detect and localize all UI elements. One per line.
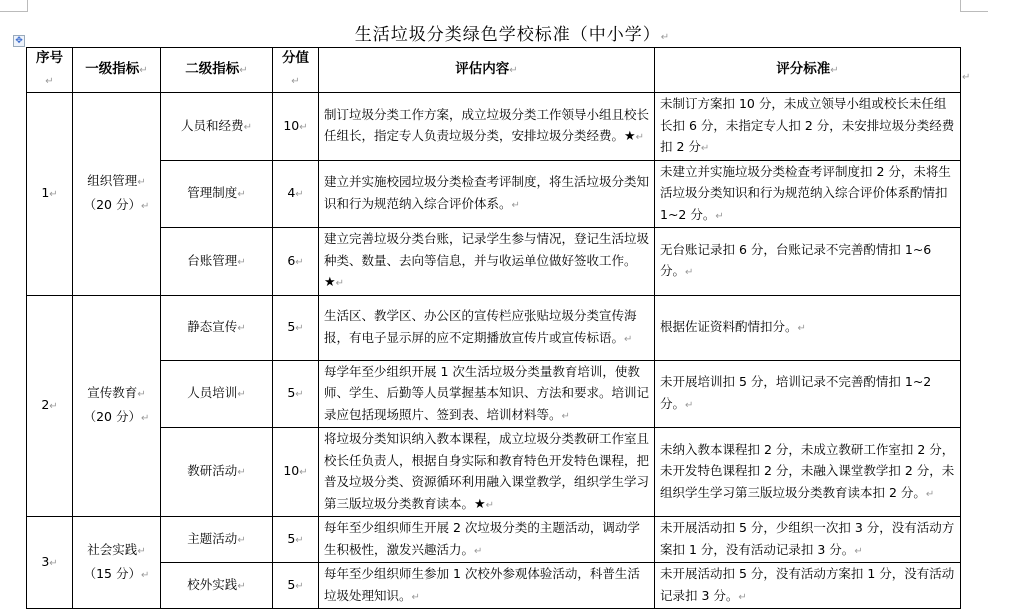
evaluation-content	[319, 295, 655, 360]
scoring-criteria	[655, 160, 961, 228]
row-number	[27, 295, 73, 517]
criteria-text: 未制订方案扣 10 分，未成立领导小组或校长未任组长扣 6 分，未指定专人扣 2 分，未安排垃圾分类经费扣 2 分 ↵	[660, 96, 954, 154]
scoring-criteria	[655, 517, 961, 563]
scoring-criteria	[655, 563, 961, 609]
content-text: 每年至少组织师生参加 1 次校外参观体验活动，科普生活垃圾处理知识。	[324, 566, 640, 603]
criteria-text: 未开展培训扣 5 分，培训记录不完善酌情扣 1~2 分。 ↵	[660, 374, 931, 411]
level2-indicator	[161, 295, 273, 360]
score-value	[273, 295, 319, 360]
level2-indicator	[161, 563, 273, 609]
row-number	[27, 93, 73, 296]
table-row	[27, 160, 961, 228]
paragraph-mark-icon	[562, 407, 570, 422]
level1-score: （20 分） ↵	[78, 194, 155, 218]
criteria-text: 根据佐证资料酌情扣分。 ↵	[660, 319, 806, 334]
level1-indicator	[73, 93, 161, 296]
row-number-text: 3 ↵	[41, 554, 57, 569]
score-text: 5 ↵	[287, 577, 303, 592]
header-content: 评估内容 ↵	[319, 48, 655, 93]
content-text: 将垃圾分类知识纳入教本课程，成立垃圾分类教研工作室且校长任负责人，根据自身实际和教育特色开发特色课程，把普及垃圾分类、资源循环利用融入课堂教学，组织学生学习第三版垃圾分类教育读本。	[324, 431, 650, 511]
paragraph-mark-icon	[512, 196, 520, 211]
level2-text: 台账管理 ↵	[187, 253, 245, 268]
header-no: 序号 ↵	[27, 48, 73, 93]
criteria-text: 未纳入教本课程扣 2 分，未成立教研工作室扣 2 分，未开发特色课程扣 2 分，未融入课堂教学扣 2 分，未组织学生学习第三版垃圾分类教育读本扣 2 分。 ↵	[660, 442, 954, 500]
header-criteria: 评分标准 ↵	[655, 48, 961, 93]
evaluation-content	[319, 428, 655, 517]
table-move-handle-icon[interactable]: ✥	[13, 35, 25, 47]
content-text: 建立并实施校园垃圾分类检查考评制度，将生活垃圾分类知识和行为规范纳入综合评价体系。	[324, 174, 650, 211]
page-corner-mark	[0, 0, 28, 12]
header-level2: 二级指标 ↵	[161, 48, 273, 93]
score-text: 10 ↵	[283, 463, 307, 478]
score-text: 5 ↵	[287, 319, 303, 334]
header-score: 分值 ↵	[273, 48, 319, 93]
score-text: 5 ↵	[287, 531, 303, 546]
score-value	[273, 428, 319, 517]
level2-text: 教研活动 ↵	[187, 463, 245, 478]
level2-text: 主题活动 ↵	[187, 531, 245, 546]
table-row	[27, 563, 961, 609]
paragraph-mark-icon	[486, 496, 494, 511]
evaluation-content	[319, 563, 655, 609]
score-value	[273, 517, 319, 563]
level2-text: 校外实践 ↵	[187, 577, 245, 592]
header-level1: 一级指标 ↵	[73, 48, 161, 93]
score-text: 4 ↵	[287, 185, 303, 200]
paragraph-mark-icon	[636, 128, 644, 143]
row-number-text: 2 ↵	[41, 397, 57, 412]
scoring-criteria	[655, 228, 961, 296]
level1-score: （15 分） ↵	[78, 563, 155, 587]
black-star-icon: ★	[624, 129, 636, 145]
level2-indicator	[161, 428, 273, 517]
content-text: 建立完善垃圾分类台账，记录学生参与情况，登记生活垃圾种类、数量、去向等信息，并与收运单位做好签收工作。	[324, 231, 650, 268]
evaluation-content	[319, 360, 655, 428]
level1-indicator	[73, 295, 161, 517]
score-text: 10 ↵	[283, 118, 307, 133]
score-value	[273, 160, 319, 228]
black-star-icon: ★	[474, 496, 486, 512]
criteria-text: 未开展活动扣 5 分，没有活动方案扣 1 分，没有活动记录扣 3 分。 ↵	[660, 566, 954, 603]
black-star-icon: ★	[324, 275, 336, 290]
score-text: 6 ↵	[287, 253, 303, 268]
level1-indicator	[73, 517, 161, 609]
table-row	[27, 93, 961, 161]
score-value	[273, 228, 319, 296]
level2-indicator	[161, 228, 273, 296]
page-corner-mark	[960, 0, 988, 12]
table-row	[27, 428, 961, 517]
level2-indicator	[161, 160, 273, 228]
scoring-criteria	[655, 360, 961, 428]
level2-indicator	[161, 517, 273, 563]
level1-score: （20 分） ↵	[78, 406, 155, 430]
score-text: 5 ↵	[287, 385, 303, 400]
paragraph-mark-icon	[412, 588, 420, 603]
table-row	[27, 228, 961, 296]
level1-name: 组织管理 ↵	[78, 170, 155, 194]
paragraph-mark-icon	[624, 330, 632, 345]
evaluation-content	[319, 228, 655, 296]
paragraph-mark-icon	[336, 274, 344, 289]
level1-name: 社会实践 ↵	[78, 539, 155, 563]
table-row	[27, 517, 961, 563]
level2-indicator	[161, 360, 273, 428]
content-text: 每学年至少组织开展 1 次生活垃圾分类量教育培训，使教师、学生、后勤等人员掌握基本知识、方法和要求。培训记录应包括现场照片、签到表、培训材料等。	[324, 363, 650, 422]
row-number-text: 1 ↵	[41, 185, 57, 200]
scoring-criteria	[655, 93, 961, 161]
content-text: 制订垃圾分类工作方案，成立垃圾分类工作领导小组且校长任组长，指定专人负责垃圾分类，安排垃圾分类经费。	[324, 106, 650, 144]
evaluation-content	[319, 93, 655, 161]
score-value	[273, 563, 319, 609]
paragraph-mark-icon	[474, 542, 482, 557]
criteria-text: 未开展活动扣 5 分，少组织一次扣 3 分，没有活动方案扣 1 分，没有活动记录扣 3 分。 ↵	[660, 520, 954, 557]
level2-text: 管理制度 ↵	[187, 185, 245, 200]
row-end-mark: ↵	[962, 72, 971, 83]
standards-table	[26, 47, 961, 609]
scoring-criteria	[655, 428, 961, 517]
document-title: 生活垃圾分类绿色学校标准（中小学） ↵	[0, 20, 1025, 45]
level2-text: 人员培训 ↵	[187, 385, 245, 400]
table-row	[27, 295, 961, 360]
criteria-text: 无台账记录扣 6 分，台账记录不完善酌情扣 1~6 分。 ↵	[660, 242, 931, 279]
scoring-criteria	[655, 295, 961, 360]
level1-name: 宣传教育 ↵	[78, 382, 155, 406]
row-number	[27, 517, 73, 609]
score-value	[273, 360, 319, 428]
level2-text: 静态宣传 ↵	[187, 319, 245, 334]
level2-indicator	[161, 93, 273, 161]
content-text: 生活区、教学区、办公区的宣传栏应张贴垃圾分类宣传海报，有电子显示屏的应不定期播放宣传片或宣传标语。	[324, 308, 637, 345]
evaluation-content	[319, 517, 655, 563]
table-header-row	[27, 48, 961, 93]
table-row	[27, 360, 961, 428]
content-text: 每年至少组织师生开展 2 次垃圾分类的主题活动，调动学生积极性，激发兴趣活力。	[324, 520, 640, 557]
criteria-text: 未建立并实施垃圾分类检查考评制度扣 2 分，未将生活垃圾分类知识和行为规范纳入综合评价体系酌情扣 1~2 分。 ↵	[660, 164, 951, 222]
score-value	[273, 93, 319, 161]
level2-text: 人员和经费 ↵	[181, 118, 252, 133]
evaluation-content	[319, 160, 655, 228]
